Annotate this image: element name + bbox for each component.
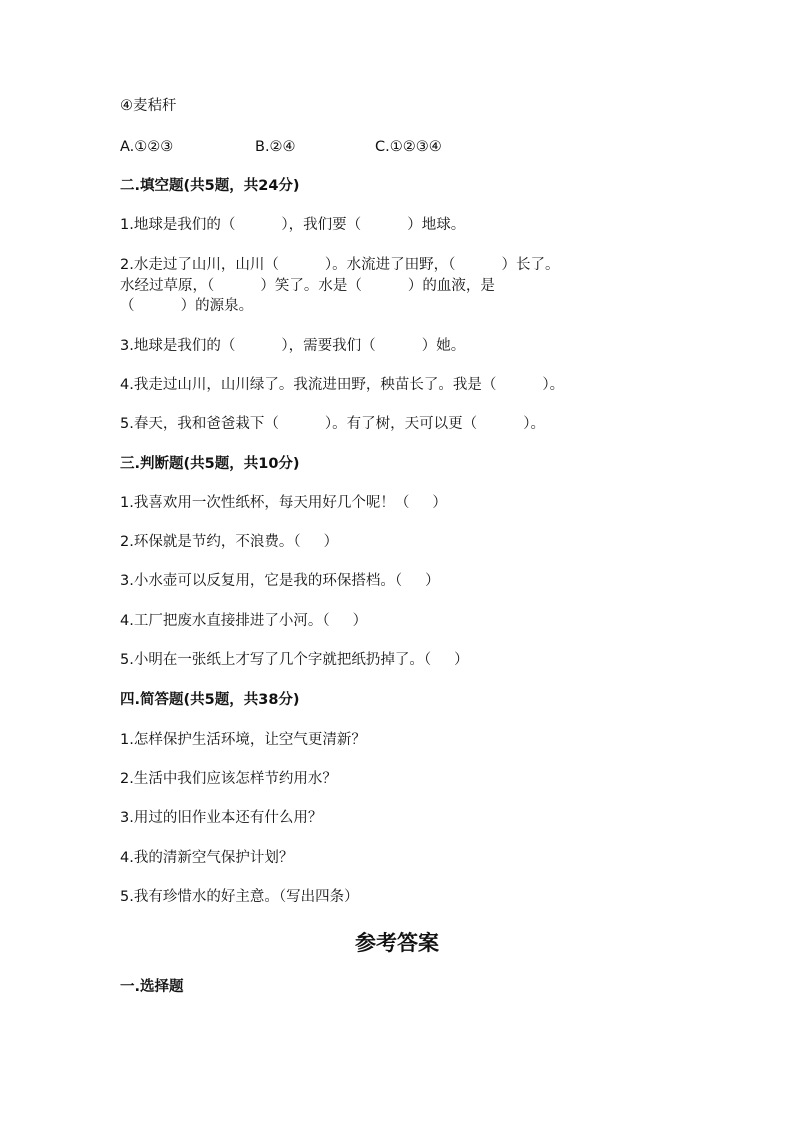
choice-options	[120, 137, 680, 157]
judge-question-2: 2.环保就是节约，不浪费。（ ）	[120, 534, 339, 550]
fill-question-5: 5.春天，我和爸爸栽下（ ）。有了树，天可以更（ ）。	[120, 416, 546, 432]
short-answer-question-3: 3.用过的旧作业本还有什么用？	[120, 810, 323, 826]
judge-question-4: 4.工厂把废水直接排进了小河。（ ）	[120, 613, 368, 629]
section-3-heading: 三.判断题(共5题，共10分)	[120, 456, 300, 472]
fill-question-3: 3.地球是我们的（ ），需要我们（ ）她。	[120, 338, 466, 354]
fill-question-2-line-3: （ ）的源泉。	[120, 298, 254, 314]
judge-question-5: 5.小明在一张纸上才写了几个字就把纸扔掉了。（ ）	[120, 652, 469, 668]
option-c: C.①②③④	[375, 139, 442, 155]
fill-question-4: 4.我走过山川，山川绿了。我流进田野，秧苗长了。我是（ ）。	[120, 377, 565, 393]
judge-question-1: 1.我喜欢用一次性纸杯，每天用好几个呢！（ ）	[120, 495, 447, 511]
option-b: B.②④	[255, 139, 296, 155]
judge-question-3: 3.小水壶可以反复用，它是我的环保搭档。（ ）	[120, 573, 440, 589]
short-answer-question-4: 4.我的清新空气保护计划？	[120, 850, 294, 866]
short-answer-question-5: 5.我有珍惜水的好主意。（写出四条）	[120, 889, 359, 905]
answer-key-title: 参考答案	[355, 930, 439, 955]
section-4-heading: 四.简答题(共5题，共38分)	[120, 692, 300, 708]
section-2-heading: 二.填空题(共5题，共24分)	[120, 178, 300, 194]
option-a: A.①②③	[120, 139, 174, 155]
short-answer-question-1: 1.怎样保护生活环境，让空气更清新？	[120, 732, 366, 748]
short-answer-question-2: 2.生活中我们应该怎样节约用水？	[120, 771, 337, 787]
fill-question-2-line-1: 2.水走过了山川，山川（ ）。水流进了田野，（ ）长了。	[120, 257, 560, 273]
fill-question-1: 1.地球是我们的（ ），我们要（ ）地球。	[120, 217, 466, 233]
choice-item-4: ④麦秸秆	[120, 98, 177, 114]
answer-section-1-heading: 一.选择题	[120, 979, 184, 995]
fill-question-2-line-2: 水经过草原，（ ）笑了。水是（ ）的血液，是	[120, 278, 495, 294]
